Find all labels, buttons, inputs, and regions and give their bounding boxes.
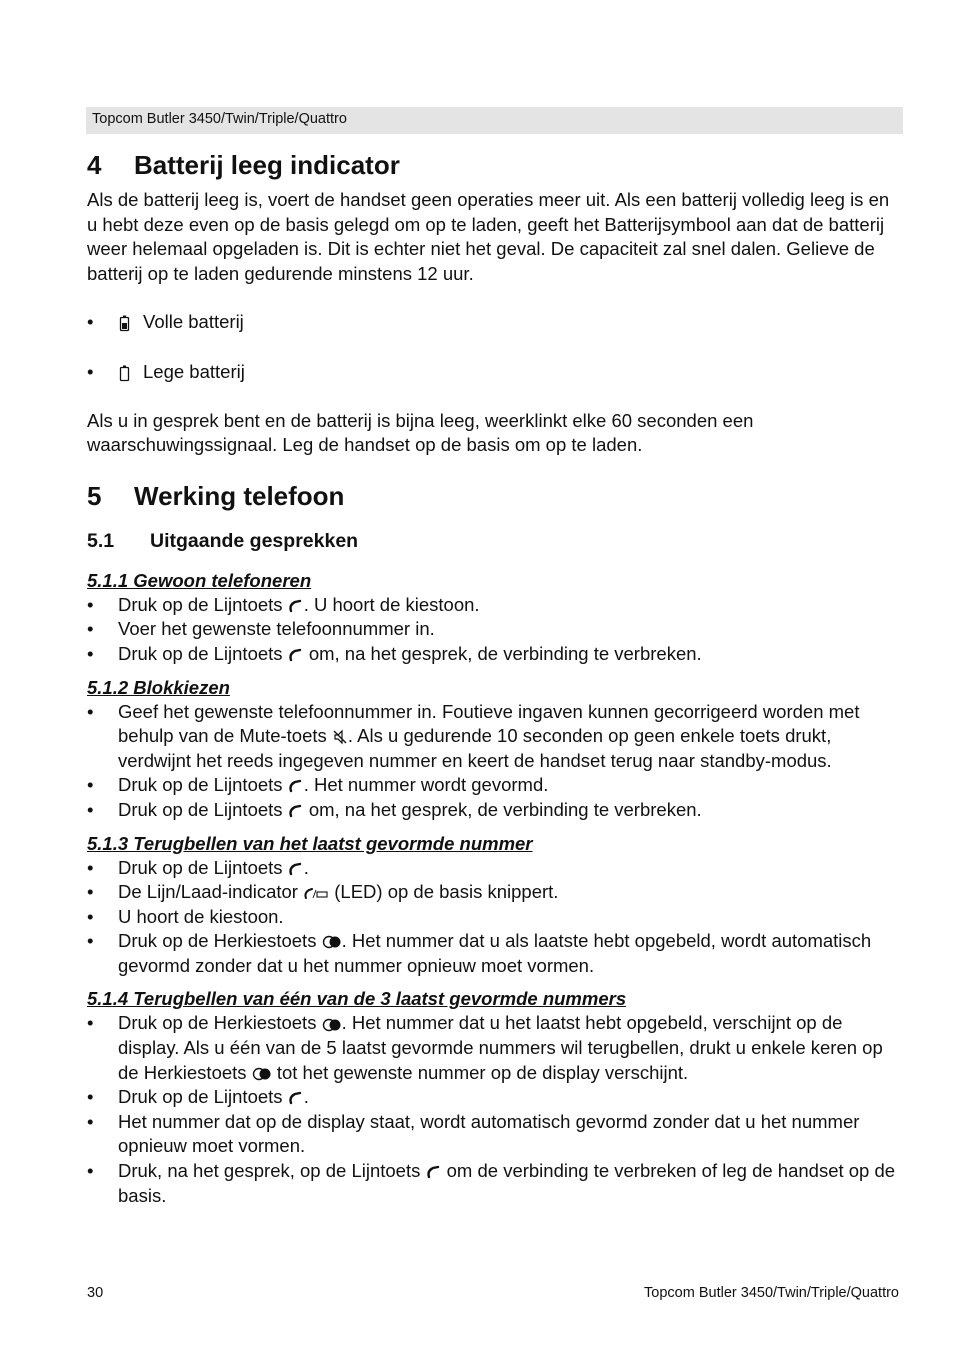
list-item [87,1085,899,1110]
mute-key-icon [332,729,348,745]
item-text: Druk op de Lijntoets [118,856,283,878]
bullet: • [87,930,94,952]
bullet: • [87,1012,94,1034]
item-text: . Het nummer wordt gevormd. [303,774,549,796]
bullet: • [87,881,94,903]
bullet: • [87,618,94,640]
item-text: . Als u gedurende 10 seconden op geen enkele toets drukt, verdwijnt het reeds ingegeven nummer en keert de handset terug naar standby-modus. [118,725,832,771]
s512-list [87,700,899,823]
list-item [87,929,899,978]
item-text: U hoort de kiestoon. [118,905,284,927]
item-text: Druk, na het gesprek, op de Lijntoets [118,1160,421,1182]
footer-title: Topcom Butler 3450/Twin/Triple/Quattro [644,1285,899,1301]
item-text: . Het nummer dat u als laatste hebt opgebeld, wordt automatisch gevormd zonder dat u het nummer opnieuw moet vormen. [118,930,872,976]
list-item [87,1011,899,1085]
section-4-heading [87,148,899,182]
section-number: 4 [87,150,102,180]
page-number: 30 [87,1285,104,1301]
section-title: Werking telefoon [134,480,345,511]
line-key-icon [288,862,304,876]
item-text: Druk op de Lijntoets [118,1086,283,1108]
line-key-icon [288,648,304,662]
item-text: De Lijn/Laad-indicator [118,881,298,903]
redial-key-icon [322,1018,342,1032]
subsection-number: 5.1 [87,529,115,552]
list-item [87,798,899,823]
item-text: Druk op de Lijntoets [118,642,283,664]
item-text: Het nummer dat op de display staat, wordt automatisch gevormd zonder dat u het nummer opnieuw moet vormen. [118,1110,860,1157]
list-item [87,310,899,335]
item-text: (LED) op de basis knippert. [329,881,559,903]
section-5-heading [87,479,899,513]
subsection-5-1-heading [87,528,899,554]
redial-key-icon [322,935,342,949]
line-charge-led-icon [303,886,329,900]
item-text: Druk op de Herkiestoets [118,1012,317,1034]
section-number: 5 [87,480,102,511]
bullet: • [87,1086,94,1108]
item-text: . [303,1086,309,1108]
bullet: • [87,798,94,820]
bullet: • [87,593,94,615]
line-key-icon [288,804,304,818]
item-text: Druk op de Lijntoets [118,798,283,820]
bullet: • [87,1160,94,1182]
line-key-icon [426,1165,442,1179]
subsection-5-1-2-heading: 5.1.2 Blokkiezen [87,676,230,698]
item-text: om, na het gesprek, de verbinding te verbreken. [303,798,702,820]
battery-empty-label: Lege batterij [143,360,245,382]
list-item [87,593,899,618]
battery-full-label: Volle batterij [143,311,244,333]
page-content [87,148,899,1208]
item-text: . [303,856,309,878]
bullet: • [87,700,94,722]
item-text: Druk op de Lijntoets [118,774,283,796]
item-text: Voer het gewenste telefoonnummer in. [118,618,435,640]
bullet: • [87,360,94,382]
list-item [87,856,899,881]
subsection-5-1-3-heading: 5.1.3 Terugbellen van het laatst gevormde nummer [87,832,533,854]
item-text: . U hoort de kiestoon. [303,593,480,615]
list-item [87,905,899,930]
item-text: Druk op de Lijntoets [118,593,283,615]
header-title: Topcom Butler 3450/Twin/Triple/Quattro [92,111,347,127]
section-title: Batterij leeg indicator [134,150,400,180]
line-key-icon [288,779,304,793]
item-text: Druk op de Herkiestoets [118,930,317,952]
bullet: • [87,311,94,333]
item-text: om de verbinding te verbreken of leg de handset op de basis. [118,1160,896,1206]
item-text: om, na het gesprek, de verbinding te verbreken. [303,642,702,664]
s514-list [87,1011,899,1208]
battery-empty-icon [119,360,145,385]
item-text: Geef het gewenste telefoonnummer in. Foutieve ingaven kunnen gecorrigeerd worden met behulp van de Mute-toets [118,700,860,747]
bullet: • [87,1110,94,1132]
line-key-icon [288,1091,304,1105]
section-4-intro: Als de batterij leeg is, voert de handset geen operaties meer uit. Als een batterij volledig leeg is en u hebt deze even op de basis gelegd om op te laden, geeft het Batterijsymbool aan dat de batterij weer helemaal opgeladen is. Dit is echter niet het geval. De capaciteit zal snel dalen. Gelieve de batterij op te laden gedurende minstens 12 uur. [87,189,890,284]
item-text: tot het gewenste nummer op de display verschijnt. [271,1061,689,1083]
battery-list [87,310,899,335]
list-item [87,1110,899,1159]
battery-full-icon [119,310,145,335]
list-item [87,617,899,642]
bullet: • [87,856,94,878]
list-item [87,1159,899,1208]
battery-list-2 [87,360,899,385]
page-header [86,107,903,134]
bullet: • [87,905,94,927]
redial-key-icon [252,1067,272,1081]
bullet: • [87,774,94,796]
list-item [87,880,899,905]
item-text: . Het nummer dat u het laatst hebt opgebeld, verschijnt op de display. Als u één van de 5 laatst gevormde nummers wil terugbellen, drukt u enkele keren op de Herkiestoets [118,1012,883,1083]
subsection-title: Uitgaande gesprekken [150,529,359,552]
list-item [87,700,899,774]
section-4-warning: Als u in gesprek bent en de batterij is bijna leeg, weerklinkt elke 60 seconden een waarschuwingssignaal. Leg de handset op de basis om op te laden. [87,409,754,456]
subsection-5-1-1-heading: 5.1.1 Gewoon telefoneren [87,569,312,591]
s511-list [87,593,899,667]
line-key-icon [288,599,304,613]
bullet: • [87,642,94,664]
list-item [87,773,899,798]
subsection-5-1-4-heading: 5.1.4 Terugbellen van één van de 3 laatst gevormde nummers [87,988,627,1010]
list-item [87,360,899,385]
s513-list [87,856,899,979]
list-item [87,642,899,667]
